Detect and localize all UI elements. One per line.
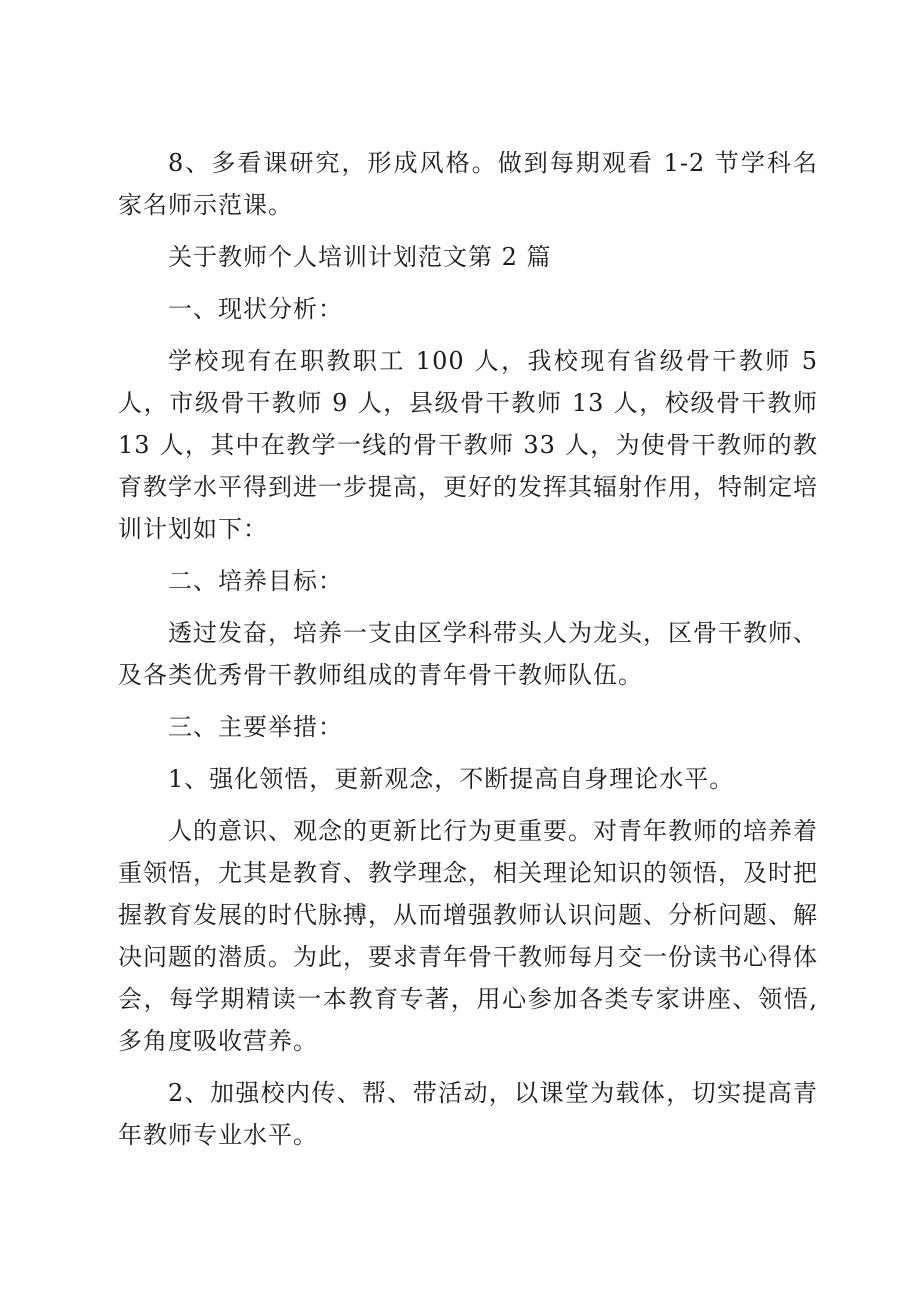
document-body [118,142,818,1156]
paragraph-item-8: 8、多看课研究，形成风格。做到每期观看 1-2 节学科名家名师示范课。 [118,149,818,219]
measure-item-2: 2、加强校内传、帮、带活动，以课堂为载体，切实提高青年教师专业水平。 [118,1079,818,1149]
section-heading-main-measures: 三、主要举措： [168,713,343,741]
section-heading-training-goal: 二、培养目标： [168,567,343,595]
section-heading-status-analysis: 一、现状分析： [168,295,343,323]
article-title: 关于教师个人培训计划范文第 2 篇 [168,243,552,271]
paragraph-training-goal: 透过发奋，培养一支由区学科带头人为龙头，区骨干教师、及各类优秀骨干教师组成的青年骨干教师队伍。 [118,619,818,689]
paragraph-school-status: 学校现有在职教职工 100 人，我校现有省级骨干教师 5 人，市级骨干教师 9 人，县级骨干教师 13 人，校级骨干教师 13 人，其中在教学一线的骨干教师 33 人，为使骨干教师的教育教学水平得到进一步提高，更好的发挥其辐射作用，特制定培训计划如下： [118,347,818,543]
measure-item-1: 1、强化领悟，更新观念，不断提高自身理论水平。 [168,765,735,793]
paragraph-measure-1-detail: 人的意识、观念的更新比行为更重要。对青年教师的培养着重领悟，尤其是教育、教学理念，相关理论知识的领悟，及时把握教育发展的时代脉搏，从而增强教师认识问题、分析问题、解决问题的潜质。为此，要求青年骨干教师每月交一份读书心得体会，每学期精读一本教育专著，用心参加各类专家讲座、领悟,多角度吸收营养。 [118,817,818,1055]
